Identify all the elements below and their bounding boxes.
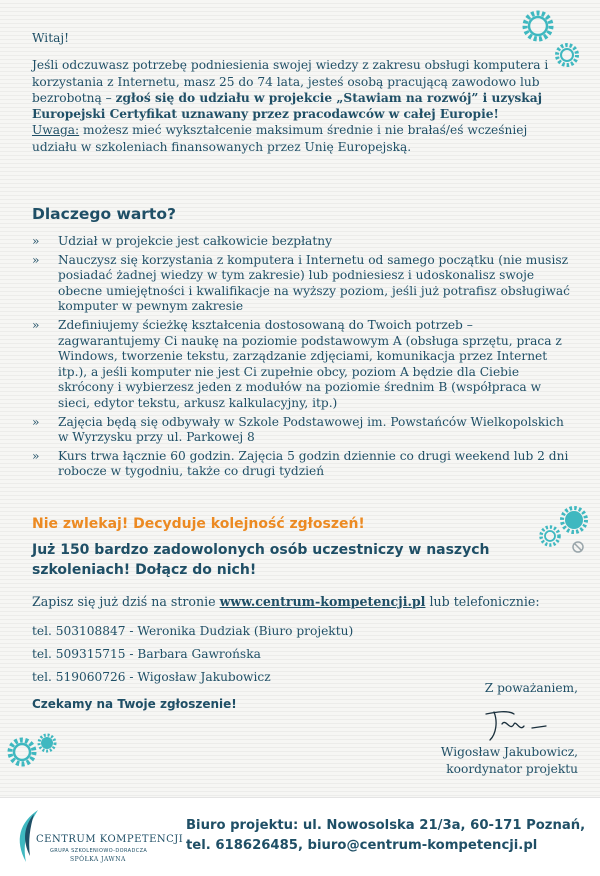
list-item [32,234,572,250]
gear-icon [552,40,582,70]
cta-participants: Już 150 bardzo zadowolonych osób uczestniczy w naszych szkoleniach! Dołącz do nich! [32,542,490,578]
list-item [32,415,572,446]
company-logo [8,806,184,866]
bullet-marker: » [32,252,40,267]
signer-block [441,744,578,777]
list-item [32,318,572,412]
greeting: Witaj! [32,31,70,45]
bullet-marker: » [32,234,40,248]
signer-name: Wigosław Jakubowicz, [440,745,578,759]
gear-icon [571,540,585,554]
why-heading: Dlaczego warto? [32,205,176,223]
signup-text-before: Zapisz się już dziś na stronie [32,594,220,609]
logo-name: CENTRUM KOMPETENCJI [36,834,184,845]
footer [0,797,600,876]
footer-phone-email: tel. 618626485, biuro@centrum-kompetencji.pl [186,838,538,853]
gear-icon [36,732,58,754]
intro-text: Jeśli odczuwasz potrzebę podniesienia swojej wiedzy z zakresu obsługi komputera i korzystania z Internetu, masz 25 do 74 lata, jesteś osobą pracującą zawodowo lub bezrobotną – [32,58,549,105]
cta-urgent: Nie zwlekaj! Decyduje kolejność zgłoszeń! [32,516,365,532]
phone-item: tel. 519060726 - Wigosław Jakubowicz [32,670,271,684]
gear-icon [536,522,564,550]
signer-role: koordynator projektu [446,761,578,776]
phone-list [32,620,353,689]
reasons-list [32,234,572,483]
phone-item: tel. 503108847 - Weronika Dudziak (Biuro projektu) [32,624,354,638]
list-item-text: Udział w projekcie jest całkowicie bezpłatny [58,234,332,248]
regards: Z poważaniem, [484,681,578,695]
footer-contact [186,816,585,856]
intro-bold-text: zgłoś się do udziału w projekcie „Stawiam na rozwój” i uzyskaj Europejski Certyfikat uznawany przez pracodawców w całej Europie! [32,90,543,122]
phone-item: tel. 509315715 - Barbara Gawrońska [32,647,261,661]
signup-line [32,594,540,609]
list-item-text: Nauczysz się korzystania z komputera i Internetu od samego początku (nie musisz posiadać żadnej wiedzy w tym zakresie) lub podniesiesz i udoskonalisz swoje obecne umiejętności i kwalifikacje na wyższy poziom, jeśli już potrafisz obsługiwać komputer w pewnym zakresie [58,252,571,314]
list-item-text: Zajęcia będą się odbywały w Szkole Podstawowej im. Powstańców Wielkopolskich w Wyrzysku przy ul. Parkowej 8 [58,414,564,445]
note-text: możesz mieć wykształcenie maksimum średnie i nie brałaś/eś wcześniej udziału w szkoleniach finansowanych przez Unię Europejską. [32,123,528,154]
intro-section [32,30,562,155]
handwritten-signature [480,702,560,744]
closing-call: Czekamy na Twoje zgłoszenie! [32,697,237,711]
bullet-marker: » [32,317,40,332]
website-link[interactable]: www.centrum-kompetencji.pl [219,594,426,609]
footer-address: Biuro projektu: ul. Nowosolska 21/3a, 60-171 Poznań, [186,818,586,833]
intro-paragraph [32,57,562,122]
logo-subtitle-2: SPÓŁKA JAWNA [70,856,126,863]
note-paragraph [32,122,562,155]
signup-text-after: lub telefonicznie: [425,594,540,609]
list-item-text: Kurs trwa łącznie 60 godzin. Zajęcia 5 godzin dziennie co drugi weekend lub 2 dni robocze w tygodniu, także co drugi tydzień [58,448,569,479]
bullet-marker: » [32,448,40,463]
list-item-text: Zdefiniujemy ścieżkę kształcenia dostosowaną do Twoich potrzeb – zagwarantujemy Ci naukę na poziomie podstawowym A (obsługa sprzętu, praca z Windows, tworzenie tekstu, zarządzanie zdjęciami, komunikacja przez Internet itp.), a jeśli komputer nie jest Ci zupełnie obcy, poziom A będzie dla Ciebie skrócony i wybierzesz jeden z modułów na poziomie średnim B (współpraca w sieci, edytor tekstu, arkusz kalkulacyjny, itp.) [58,317,562,410]
list-item [32,449,572,480]
list-item [32,253,572,315]
bullet-marker: » [32,414,40,429]
logo-subtitle: GRUPA SZKOLENIOWO-DORADCZA [50,848,148,854]
note-label: Uwaga: [32,123,80,138]
